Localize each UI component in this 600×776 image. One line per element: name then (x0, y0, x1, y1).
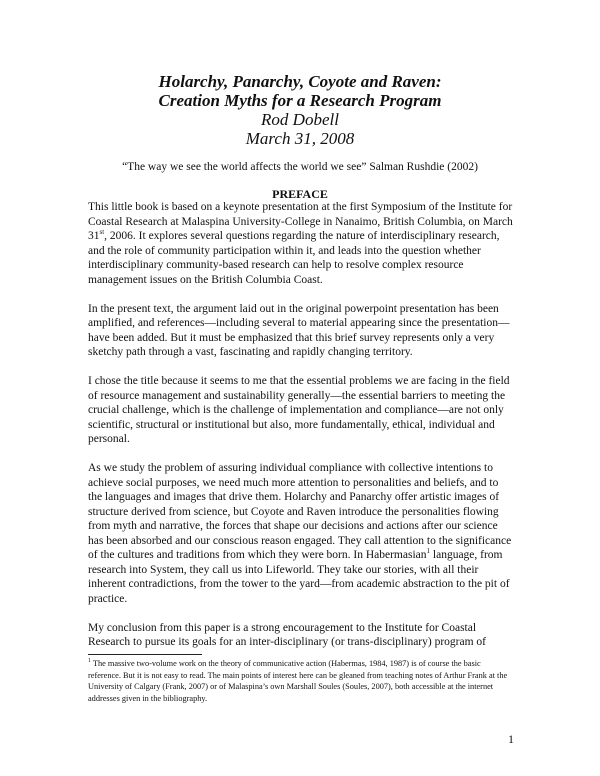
footnote-text: The massive two-volume work on the theory of communicative action (Habermas, 1984, 1987) is of course the basic reference. But it is not easy to read. The main points of interest here can be gleaned from teaching notes of Arthur Frank at the University of Calgary (Frank, 2007) or of Malaspina’s own Marshall Soules (Soules, 2007), both accessible at the internet addresses given in the bibliography. (88, 659, 508, 703)
document-date: March 31, 2008 (245, 129, 355, 148)
title-block (60, 72, 540, 148)
title-line-2: Creation Myths for a Research Program (158, 91, 442, 110)
paragraph-4 (88, 461, 513, 606)
paragraph-3: I chose the title because it seems to me that the essential problems we are facing in the field of resource management and sustainability generally—the essential barriers to meeting the crucial challenge, which is the challenge of implementation and compliance—are not only scientific, structural or institutional but also, more fundamentally, ethical, individual and personal. (88, 375, 510, 445)
page-number: 1 (508, 732, 514, 746)
footnote-reference[interactable]: 1 (426, 547, 431, 556)
title-line-1: Holarchy, Panarchy, Coyote and Raven: (158, 72, 442, 91)
paragraph-5: My conclusion from this paper is a strong encouragement to the Institute for Coastal Research to pursue its goals for an inter-disciplinary (or trans-disciplinary) program of (88, 621, 486, 648)
ordinal-superscript: st (99, 228, 105, 237)
paragraph-4-text-b: language, from research into System, they call us into Lifeworld. They take our stories, with all their inherent contradictions, from the tower to the yard—from academic abstraction to the pit of practice. (88, 549, 510, 605)
preface-heading: PREFACE (272, 187, 328, 201)
paragraph-1 (88, 200, 513, 287)
author-name: Rod Dobell (261, 110, 339, 129)
footnote-divider (88, 654, 202, 655)
paragraph-2: In the present text, the argument laid out in the original powerpoint presentation has been amplified, and references—including several to material appearing since the presentation—have been added. But it must be emphasized that this brief survey represents only a very sketchy path through a vast, fascinating and rapidly changing territory. (88, 302, 510, 358)
footnote (88, 658, 513, 704)
paragraph-1-text-a: This little book is based on a keynote presentation at the first Symposium of the Institute for Coastal Research at Malaspina University-College in Nanaimo, British Columbia, on March 31 (88, 201, 513, 242)
paragraph-1-text-b: , 2006. It explores several questions regarding the nature of interdisciplinary research, and the role of community participation within it, and leads into the question whether interdisciplinary community-based research can help to resolve complex resource management issues on the British Columbia Coast. (88, 230, 500, 286)
footnote-marker: 1 (88, 658, 91, 665)
paragraph-4-text-a: As we study the problem of assuring individual compliance with collective intentions to achieve social purposes, we need much more attention to personalities and beliefs, and to the languages and images that drive them. Holarchy and Panarchy offer artistic images of structure derived from science, but Coyote and Raven introduce the personalities flowing from myth and narrative, the forces that shape our decisions and actions after our science has been absorbed and our conscious reason engaged. They call attention to the significance of the cultures and traditions from which they were born. In Habermasian (88, 462, 512, 561)
epigraph-quote: “The way we see the world affects the world we see” Salman Rushdie (2002) (122, 161, 478, 173)
body-text (88, 200, 513, 664)
